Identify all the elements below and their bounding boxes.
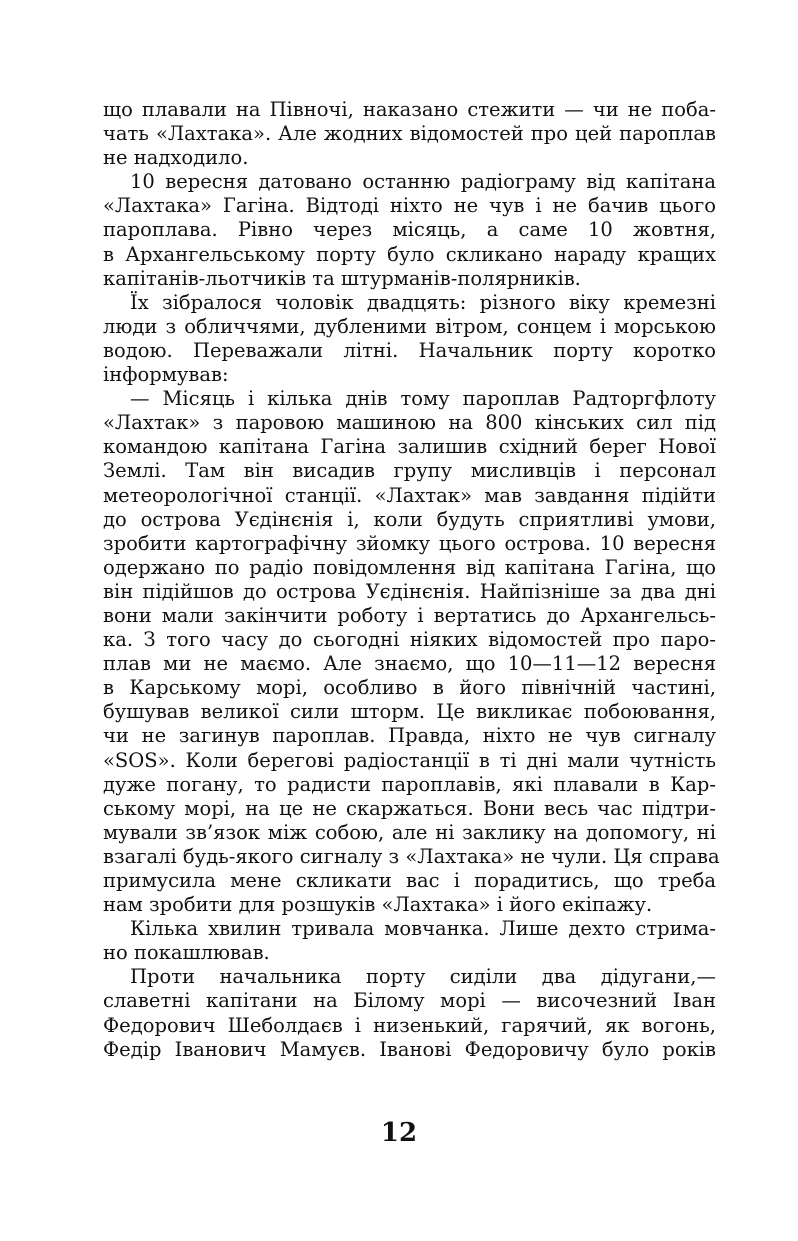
text-line: «SOS». Коли берегові радіостанції в ті дні мали чутність: [103, 748, 716, 772]
text-line: но покашлював.: [103, 941, 270, 965]
paragraph: [103, 965, 716, 1061]
text-line: Кілька хвилин тривала мовчанка. Лише дехто стрима-: [130, 917, 716, 941]
text-line: зробити картографічну зйомку цього острова. 10 вересня: [103, 531, 716, 555]
paragraph: [103, 291, 716, 387]
body-text: [103, 98, 720, 1062]
text-line: Землі. Там він висадив групу мисливців і персонал: [103, 459, 716, 483]
text-line: люди з обличчями, дубленими вітром, сонцем і морською: [103, 314, 716, 338]
text-line: чать «Лахтака». Але жодних відомостей про цей пароплав: [103, 122, 716, 146]
text-line: плав ми не маємо. Але знаємо, що 10—11—12 вересня: [103, 652, 716, 676]
text-line: він підійшов до острова Уєдінєнія. Найпізніше за два дні: [103, 579, 716, 603]
text-line: в Архангельському порту було скликано нараду кращих: [103, 242, 716, 266]
text-line: інформував:: [103, 363, 229, 387]
text-line: бушував великої сили шторм. Це викликає побоювання,: [103, 700, 716, 724]
text-line: метеорологічної станції. «Лахтак» мав завдання підійти: [103, 483, 716, 507]
text-line: чи не загинув пароплав. Правда, ніхто не чув сигналу: [103, 724, 716, 748]
text-line: не надходило.: [103, 146, 249, 170]
text-line: — Місяць і кілька днів тому пароплав Радторгфлоту: [130, 387, 716, 411]
paragraph: [103, 170, 716, 290]
paragraph: [103, 387, 720, 917]
text-line: одержано по радіо повідомлення від капітана Гагіна, що: [103, 555, 716, 579]
text-line: Їх зібралося чоловік двадцять: різного віку кремезні: [130, 290, 716, 314]
text-line: вони мали закінчити роботу і вертатись до Архангельсь-: [103, 603, 716, 627]
text-line: пароплава. Рівно через місяць, а саме 10 жовтня,: [103, 218, 716, 242]
text-line: нам зробити для розшуків «Лахтака» і його екіпажу.: [103, 893, 653, 917]
text-line: що плавали на Півночі, наказано стежити — чи не поба-: [103, 98, 716, 121]
text-line: славетні капітани на Білому морі — височезний Іван: [103, 989, 716, 1013]
text-line: капітанів-льотчиків та штурманів-полярників.: [103, 266, 581, 290]
text-line: Федорович Шеболдаєв і низенький, гарячий, як вогонь,: [103, 1013, 716, 1037]
text-line: дуже погану, то радисти пароплавів, які плавали в Кар-: [103, 772, 716, 796]
text-line: ка. З того часу до сьогодні ніяких відомостей про паро-: [103, 628, 716, 652]
text-line: примусила мене скликати вас і порадитись, що треба: [103, 869, 716, 892]
paragraph: [103, 98, 716, 170]
text-line: мували зв’язок між собою, але ні заклику на допомогу, ні: [103, 820, 716, 844]
text-line: в Карському морі, особливо в його північній частині,: [103, 676, 716, 700]
text-line: «Лахтака» Гагіна. Відтоді ніхто не чув і не бачив цього: [103, 194, 716, 218]
text-line: «Лахтак» з паровою машиною на 800 кінських сил під: [103, 411, 716, 435]
text-line: Проти начальника порту сиділи два дідугани,—: [130, 965, 716, 989]
text-line: Федір Іванович Мамуєв. Іванові Федоровичу було років: [103, 1037, 716, 1061]
text-line: ському морі, на це не скаржаться. Вони весь час підтри-: [103, 796, 716, 820]
paragraph: [103, 917, 716, 965]
text-line: взагалі будь-якого сигналу з «Лахтака» не чули. Ця справа: [103, 844, 720, 868]
text-line: до острова Уєдінєнія і, коли будуть сприятливі умови,: [103, 507, 716, 531]
text-line: командою капітана Гагіна залишив східний берег Нової: [103, 435, 716, 459]
page-number: 12: [380, 1118, 418, 1148]
text-line: водою. Переважали літні. Начальник порту коротко: [103, 338, 716, 362]
text-line: 10 вересня датовано останню радіограму від капітана: [130, 170, 716, 194]
